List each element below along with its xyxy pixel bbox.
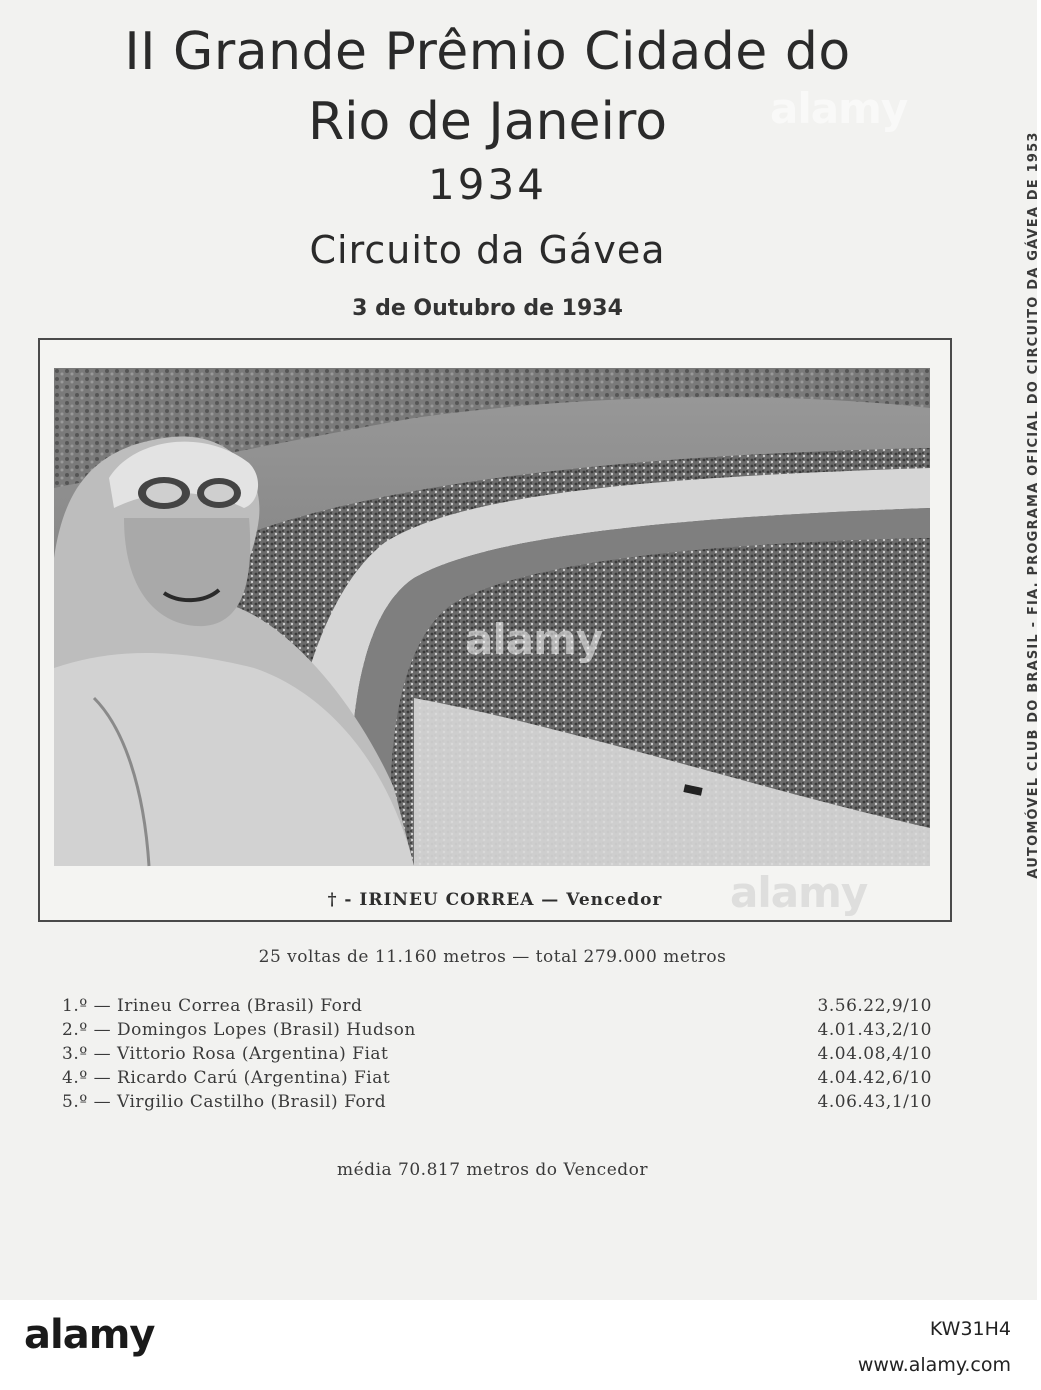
race-date: 3 de Outubro de 1934: [352, 296, 623, 321]
result-entry: 4.º — Ricardo Carú (Argentina) Fiat: [62, 1068, 391, 1088]
winner-average: média 70.817 metros do Vencedor: [337, 1160, 648, 1180]
result-row: [62, 1020, 932, 1044]
laps-summary: 25 voltas de 11.160 metros — total 279.000 metros: [258, 947, 727, 967]
alamy-logo: alamy: [24, 1312, 155, 1358]
result-time: 4.01.43,2/10: [817, 1020, 932, 1040]
circuit-name: Circuito da Gávea: [309, 228, 666, 272]
result-time: 4.04.08,4/10: [817, 1044, 932, 1064]
result-row: [62, 996, 932, 1020]
result-row: [62, 1092, 932, 1116]
result-entry: 1.º — Irineu Correa (Brasil) Ford: [62, 996, 363, 1016]
result-time: 4.06.43,1/10: [817, 1092, 932, 1112]
watermark-text: alamy: [465, 615, 603, 664]
result-entry: 3.º — Vittorio Rosa (Argentina) Fiat: [62, 1044, 389, 1064]
result-entry: 2.º — Domingos Lopes (Brasil) Hudson: [62, 1020, 416, 1040]
side-caption: AUTOMÓVEL CLUB DO BRASIL - FIA. PROGRAMA OFICIAL DO CIRCUITO DA GÁVEA DE 1953: [1026, 131, 1041, 879]
stock-footer: [0, 1300, 1037, 1390]
photo-caption: † - IRINEU CORREA — Vencedor: [327, 890, 663, 910]
watermark-text: alamy: [730, 868, 868, 917]
result-entry: 5.º — Virgilio Castilho (Brasil) Ford: [62, 1092, 387, 1112]
watermark-text: alamy: [770, 84, 908, 133]
title-line-2: Rio de Janeiro: [307, 92, 668, 152]
result-row: [62, 1044, 932, 1068]
result-time: 3.56.22,9/10: [817, 996, 932, 1016]
image-id: KW31H4: [929, 1318, 1011, 1340]
result-row: [62, 1068, 932, 1092]
title-year: 1934: [428, 160, 547, 209]
results-list: [62, 996, 932, 1116]
site-url: www.alamy.com: [857, 1354, 1011, 1376]
title-line-1: II Grande Prêmio Cidade do: [124, 22, 851, 82]
side-caption-wrap: [1010, 0, 1041, 1300]
result-time: 4.04.42,6/10: [817, 1068, 932, 1088]
